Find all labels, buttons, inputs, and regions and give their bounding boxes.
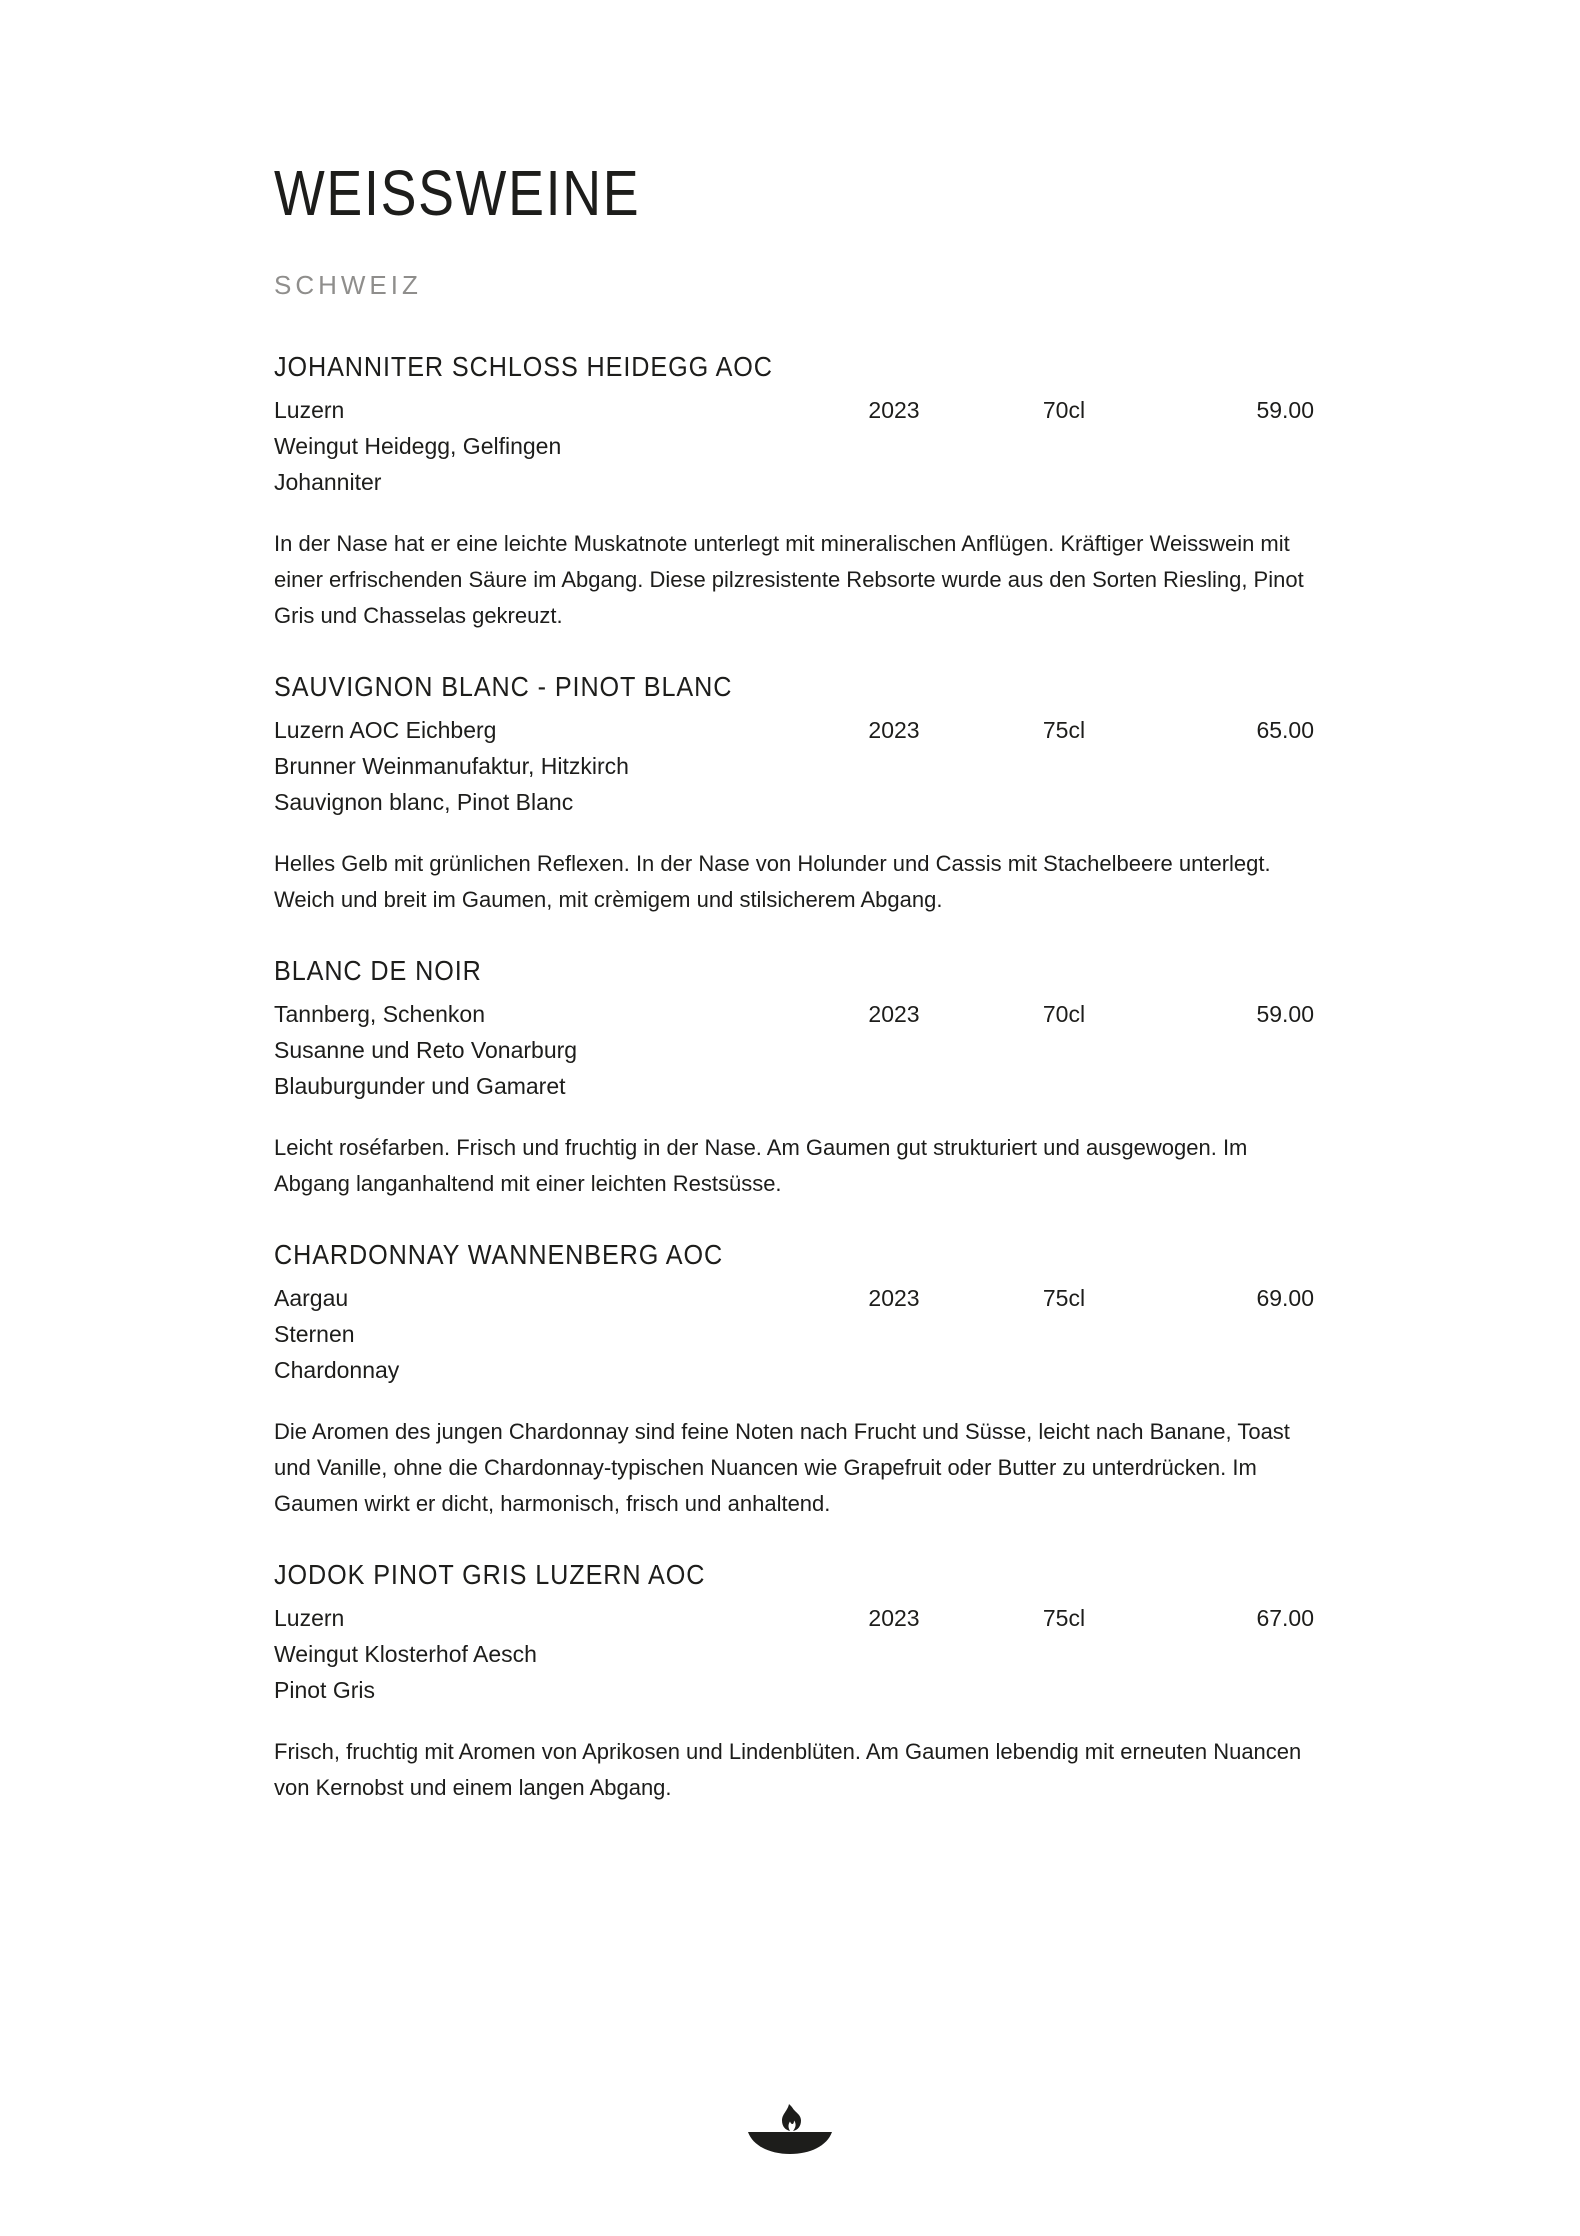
wine-producer: Weingut Klosterhof Aesch — [274, 1641, 537, 1667]
wine-vintage: 2023 — [868, 717, 920, 743]
wine-entry — [274, 1558, 1314, 1806]
wine-producer: Brunner Weinmanufaktur, Hitzkirch — [274, 753, 629, 779]
wine-description: Die Aromen des jungen Chardonnay sind feine Noten nach Frucht und Süsse, leicht nach Banane, Toast und Vanille, ohne die Chardonnay-typischen Nuancen wie Grapefruit oder Butter zu unterdrücken. Im Gaumen wirkt er dicht, harmonisch, frisch und anhaltend. — [274, 1419, 1290, 1516]
wine-vintage: 2023 — [868, 1605, 920, 1631]
wine-bottle-size: 70cl — [1042, 1001, 1086, 1027]
wine-price: 69.00 — [1256, 1285, 1314, 1311]
wine-producer: Susanne und Reto Vonarburg — [274, 1037, 578, 1063]
wine-list — [274, 350, 1314, 1806]
wine-price: 65.00 — [1256, 717, 1314, 743]
wine-price: 67.00 — [1256, 1605, 1314, 1631]
wine-grapes: Chardonnay — [274, 1357, 400, 1383]
wine-entry — [274, 1238, 1314, 1522]
wine-description: In der Nase hat er eine leichte Muskatnote unterlegt mit mineralischen Anflügen. Kräftiger Weisswein mit einer erfrischenden Säure im Abgang. Diese pilzresistente Rebsorte wurde aus den Sorten Riesling, Pinot Gris und Chasselas gekreuzt. — [274, 531, 1304, 628]
flame-bowl-icon — [747, 2104, 833, 2154]
wine-grapes: Sauvignon blanc, Pinot Blanc — [274, 789, 574, 815]
wine-vintage: 2023 — [868, 1285, 920, 1311]
wine-description: Frisch, fruchtig mit Aromen von Aprikosen und Lindenblüten. Am Gaumen lebendig mit erneuten Nuancen von Kernobst und einem langen Abgang. — [274, 1739, 1302, 1800]
wine-region: Aargau — [274, 1285, 349, 1311]
wine-grapes: Johanniter — [274, 469, 382, 495]
wine-region: Luzern — [274, 397, 345, 423]
wine-detail-row — [274, 996, 1314, 1032]
wine-description: Leicht roséfarben. Frisch und fruchtig in der Nase. Am Gaumen gut strukturiert und ausgewogen. Im Abgang langanhaltend mit einer leichten Restsüsse. — [274, 1135, 1248, 1196]
wine-producer: Sternen — [274, 1321, 355, 1347]
wine-description: Helles Gelb mit grünlichen Reflexen. In der Nase von Holunder und Cassis mit Stachelbeere unterlegt. Weich und breit im Gaumen, mit crèmigem und stilsicherem Abgang. — [274, 851, 1271, 912]
wine-detail-row — [274, 712, 1314, 748]
wine-vintage: 2023 — [868, 397, 920, 423]
wine-name: JOHANNITER SCHLOSS HEIDEGG AOC — [274, 351, 773, 382]
wine-name: CHARDONNAY WANNENBERG AOC — [274, 1239, 724, 1270]
wine-name: BLANC DE NOIR — [274, 955, 482, 986]
wine-producer: Weingut Heidegg, Gelfingen — [274, 433, 562, 459]
wine-detail-row — [274, 1280, 1314, 1316]
wine-vintage: 2023 — [868, 1001, 920, 1027]
wine-bottle-size: 75cl — [1042, 717, 1086, 743]
wine-bottle-size: 70cl — [1042, 397, 1086, 423]
wine-grapes: Pinot Gris — [274, 1677, 375, 1703]
page-title: WEISSWEINE — [274, 157, 641, 229]
wine-name: SAUVIGNON BLANC - PINOT BLANC — [274, 671, 733, 702]
wine-region: Luzern AOC Eichberg — [274, 717, 497, 743]
wine-bottle-size: 75cl — [1042, 1605, 1086, 1631]
wine-grapes: Blauburgunder und Gamaret — [274, 1073, 566, 1099]
wine-price: 59.00 — [1256, 1001, 1314, 1027]
wine-region: Tannberg, Schenkon — [274, 1001, 485, 1027]
wine-region: Luzern — [274, 1605, 345, 1631]
menu-content — [274, 158, 1314, 1806]
wine-detail-row — [274, 392, 1314, 428]
wine-entry — [274, 350, 1314, 634]
wine-price: 59.00 — [1256, 397, 1314, 423]
wine-bottle-size: 75cl — [1042, 1285, 1086, 1311]
wine-entry — [274, 954, 1314, 1202]
wine-name: JODOK PINOT GRIS LUZERN AOC — [274, 1559, 706, 1590]
wine-detail-row — [274, 1600, 1314, 1636]
wine-entry — [274, 670, 1314, 918]
country-subtitle: SCHWEIZ — [274, 270, 422, 300]
